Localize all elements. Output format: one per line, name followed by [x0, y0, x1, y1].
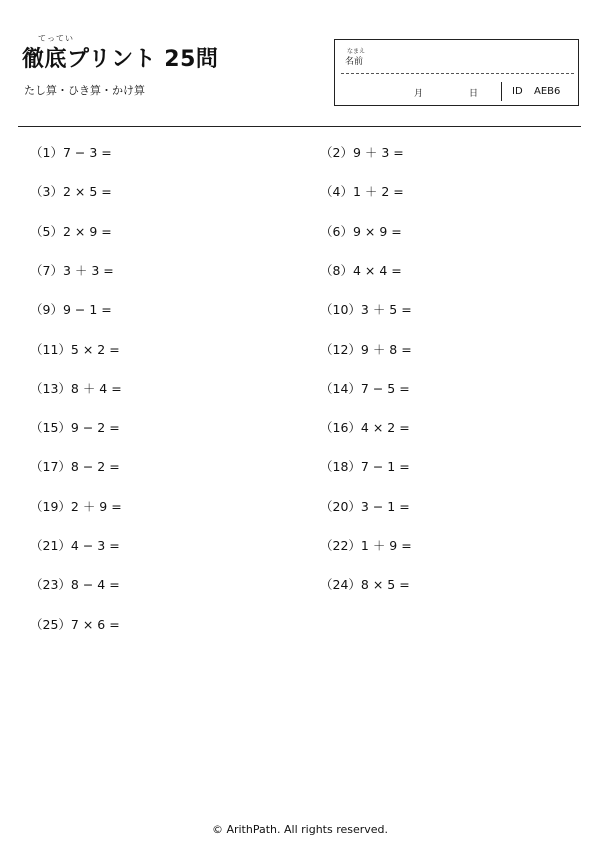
- name-furigana: なまえ: [347, 48, 366, 55]
- page-subtitle: たし算・ひき算・かけ算: [24, 84, 145, 97]
- problem-item: （18）7 − 1 =: [320, 459, 410, 475]
- id-label: ID: [512, 86, 523, 97]
- problem-item: （10）3 ＋ 5 =: [320, 302, 412, 318]
- problem-item: （19）2 ＋ 9 =: [30, 498, 122, 514]
- problem-item: （9）9 − 1 =: [30, 302, 112, 318]
- problem-item: （11）5 × 2 =: [30, 341, 120, 357]
- problem-item: （21）4 − 3 =: [30, 538, 120, 553]
- problem-item: （2）9 ＋ 3 =: [320, 145, 404, 160]
- name-label: 名前: [345, 57, 364, 67]
- problem-item: （6）9 × 9 =: [320, 223, 402, 239]
- id-value: AEB6: [534, 86, 561, 97]
- problem-item: （25）7 × 6 =: [30, 616, 120, 632]
- problem-item: （8）4 × 4 =: [320, 262, 402, 278]
- problem-item: （7）3 ＋ 3 =: [30, 262, 114, 278]
- problem-item: （5）2 × 9 =: [30, 223, 112, 239]
- problem-item: （23）8 − 4 =: [30, 577, 120, 593]
- footer-copyright: © ArithPath. All rights reserved.: [211, 823, 389, 836]
- problem-item: （13）8 ＋ 4 =: [30, 380, 122, 396]
- problem-item: （12）9 ＋ 8 =: [320, 341, 412, 357]
- month-label: 月: [414, 89, 424, 99]
- title-furigana: てってい: [38, 34, 74, 43]
- problem-item: （4）1 ＋ 2 =: [320, 184, 404, 200]
- problem-item: （14）7 − 5 =: [320, 380, 410, 396]
- page-title: 徹底プリント 25問: [22, 47, 219, 72]
- problem-item: （15）9 − 2 =: [30, 420, 120, 436]
- problem-item: （20）3 − 1 =: [320, 498, 410, 514]
- problem-item: （1）7 − 3 =: [30, 145, 112, 160]
- problem-item: （24）8 × 5 =: [320, 577, 410, 593]
- problem-item: （22）1 ＋ 9 =: [320, 538, 412, 553]
- problem-item: （16）4 × 2 =: [320, 420, 410, 436]
- day-label: 日: [469, 89, 479, 99]
- problem-item: （17）8 − 2 =: [30, 459, 120, 475]
- problem-item: （3）2 × 5 =: [30, 184, 112, 200]
